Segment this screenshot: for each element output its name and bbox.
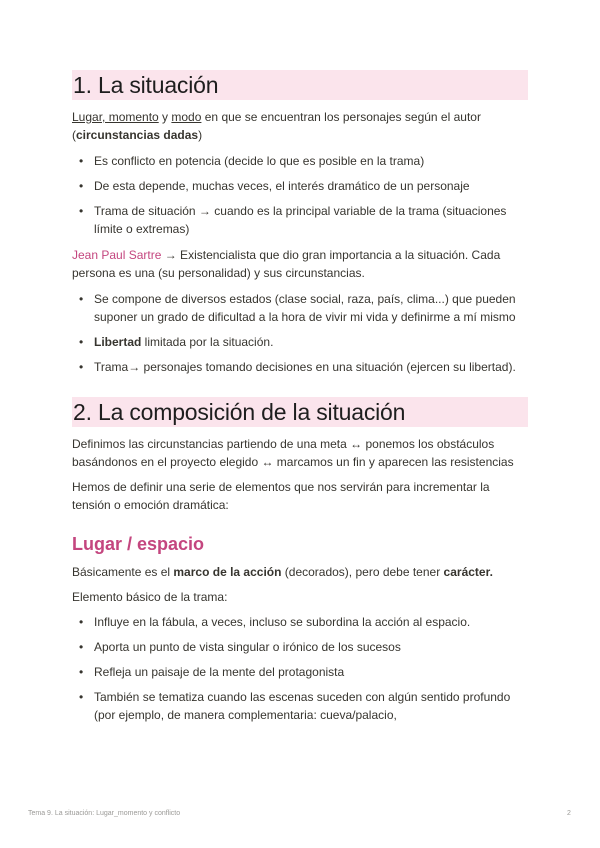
list-item: • Trama de situación → cuando es la principal variable de la trama (situaciones límite o extremas) [72,202,528,238]
list-item: • Se compone de diversos estados (clase social, raza, país, clima...) que pueden suponer un grado de dificultad a la hora de vivir mi vida y definirme a mí mismo [72,290,528,326]
list-item: • Aporta un punto de vista singular o irónico de los sucesos [72,638,528,656]
paragraph-text: Básicamente es el [72,565,174,579]
section-2-paragraph-2: Hemos de definir una serie de elementos que nos servirán para incrementar la tensión o emoción dramática: [72,480,490,512]
section-1-intro [72,108,528,144]
intro-underlined-modo: modo [171,110,202,124]
section-2-heading: 2. La composición de la situación [72,397,528,427]
intro-bold: circunstancias dadas [76,128,199,142]
intro-underlined-lugar: Lugar, momento [72,110,159,124]
intro-text: ) [198,128,203,142]
document-page [72,70,528,724]
intro-text: y [158,110,172,124]
section-2-paragraph-1: Definimos las circunstancias partiendo de una meta ↔ ponemos los obstáculos basándonos en el proyecto elegido ↔ marcamos un fin y aparecen las resistencias [72,437,514,469]
caracter-bold: carácter. [443,565,493,579]
libertad-bold: Libertad [94,335,142,349]
list-item [72,333,528,351]
sartre-text: → Existencialista que dio gran importancia a la situación. Cada persona es una (su personalidad) y sus circunstancias. [72,248,501,280]
sartre-bullets [72,290,528,376]
sartre-name: Jean Paul Sartre [72,248,162,262]
section-2-paragraph-3 [72,563,528,581]
lugar-espacio-subheading: Lugar / espacio [72,534,205,554]
list-item: • También se tematiza cuando las escenas suceden con algún sentido profundo (por ejemplo, de manera complementaria: cueva/palacio, [72,688,528,724]
sartre-paragraph [72,246,528,282]
list-item: • Influye en la fábula, a veces, incluso se subordina la acción al espacio. [72,613,528,631]
section-2-paragraph-4: Elemento básico de la trama: [72,590,228,604]
list-item: • De esta depende, muchas veces, el interés dramático de un personaje [72,177,528,195]
marco-bold: marco de la acción [173,565,282,579]
section-2-bullets [72,613,528,724]
list-item: • Refleja un paisaje de la mente del protagonista [72,663,528,681]
paragraph-text: (decorados), pero debe tener [281,565,444,579]
list-item: • Es conflicto en potencia (decide lo que es posible en la trama) [72,152,528,170]
page-number: 2 [567,810,571,817]
section-1-bullets [72,152,528,238]
section-1-heading: 1. La situación [72,70,528,100]
list-item-text: limitada por la situación. [141,335,274,349]
page-footer: Tema 9. La situación: Lugar_momento y conflicto [28,810,181,817]
list-item: • Trama→ personajes tomando decisiones en una situación (ejercen su libertad). [72,358,528,376]
intro-text: en que se encuentran los personajes según el autor ( [72,110,481,142]
